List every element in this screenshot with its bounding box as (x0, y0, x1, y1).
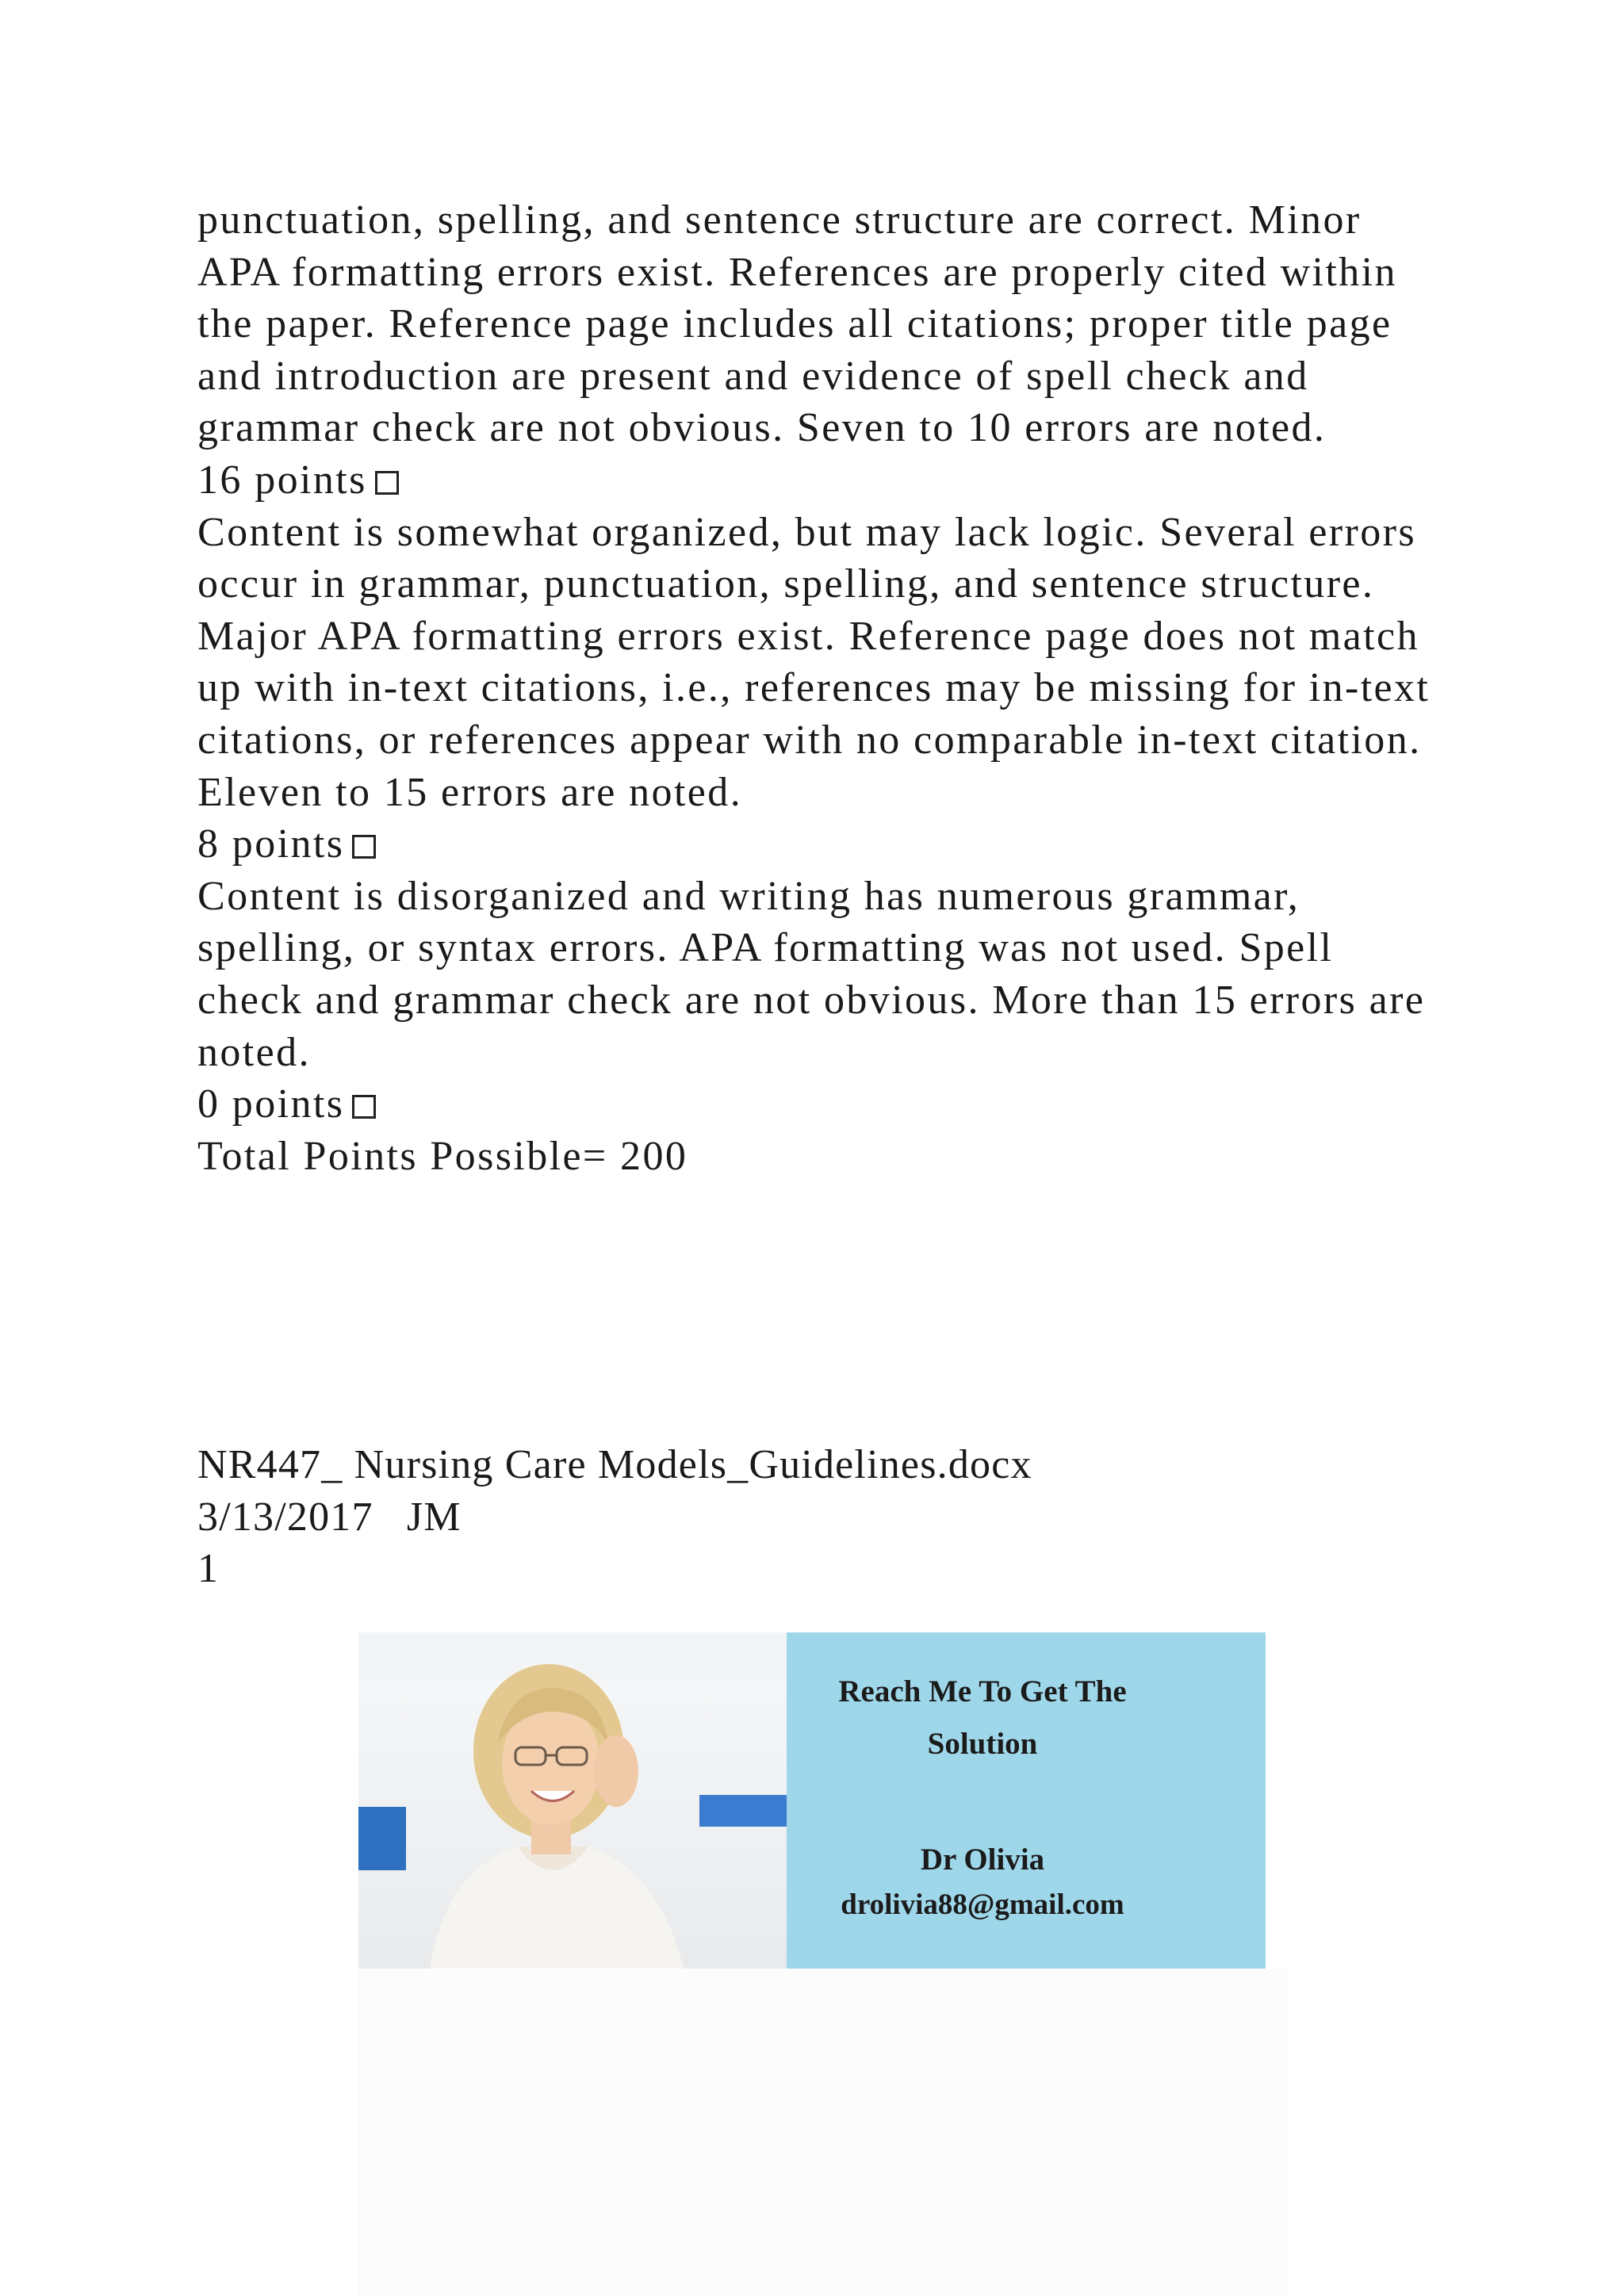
criteria-paragraph: Content is disorganized and writing has numerous grammar, spelling, or syntax errors. APA formatting was not used. Spell check and grammar check are not obvious. More than 15 errors are noted. (197, 873, 1426, 1075)
total-points: Total Points Possible= 200 (197, 1133, 688, 1179)
points-line (197, 454, 1434, 507)
points-label: 8 points (197, 821, 345, 867)
contact-name: Dr Olivia (920, 1843, 1045, 1877)
footer-filename: NR447_ Nursing Care Models_Guidelines.docx (197, 1442, 1032, 1487)
footer-date: 3/13/2017 JM (197, 1494, 462, 1540)
promo-headline: Reach Me To Get The (838, 1674, 1127, 1709)
footer-page-number: 1 (197, 1546, 220, 1592)
contact-panel (787, 1632, 1266, 1969)
criteria-paragraph: Content is somewhat organized, but may lack logic. Several errors occur in grammar, punctuation, spelling, and sentence structure. Major APA formatting errors exist. Reference page does not match up with in-text citations, i.e., references may be missing for in-text citations, or references appear with no comparable in-text citation. (197, 509, 1431, 763)
woman-portrait-illustration (358, 1632, 787, 1969)
criteria-paragraph: punctuation, spelling, and sentence structure are correct. Minor APA formatting errors exist. References are properly cited within the paper. Reference page includes all citations; proper title page and introduction are present and evidence of spell check and grammar check are not obvious. Seven to 10 errors are noted. (197, 197, 1397, 451)
criteria-line: Eleven to 15 errors are noted. (197, 769, 743, 815)
checkbox-icon[interactable] (352, 1095, 376, 1119)
promo-headline-2: Solution (927, 1727, 1038, 1761)
document-body (197, 194, 1434, 1182)
promo-banner (358, 1632, 1266, 1969)
points-label: 0 points (197, 1081, 345, 1127)
document-footer (197, 1439, 1032, 1595)
portrait-photo (358, 1632, 787, 1969)
points-line (197, 818, 1434, 871)
blank-image-area (358, 1969, 1288, 2296)
contact-email[interactable]: drolivia88@gmail.com (841, 1888, 1124, 1921)
checkbox-icon[interactable] (352, 835, 376, 859)
points-line (197, 1078, 1434, 1131)
points-label: 16 points (197, 457, 367, 503)
checkbox-icon[interactable] (375, 471, 399, 495)
